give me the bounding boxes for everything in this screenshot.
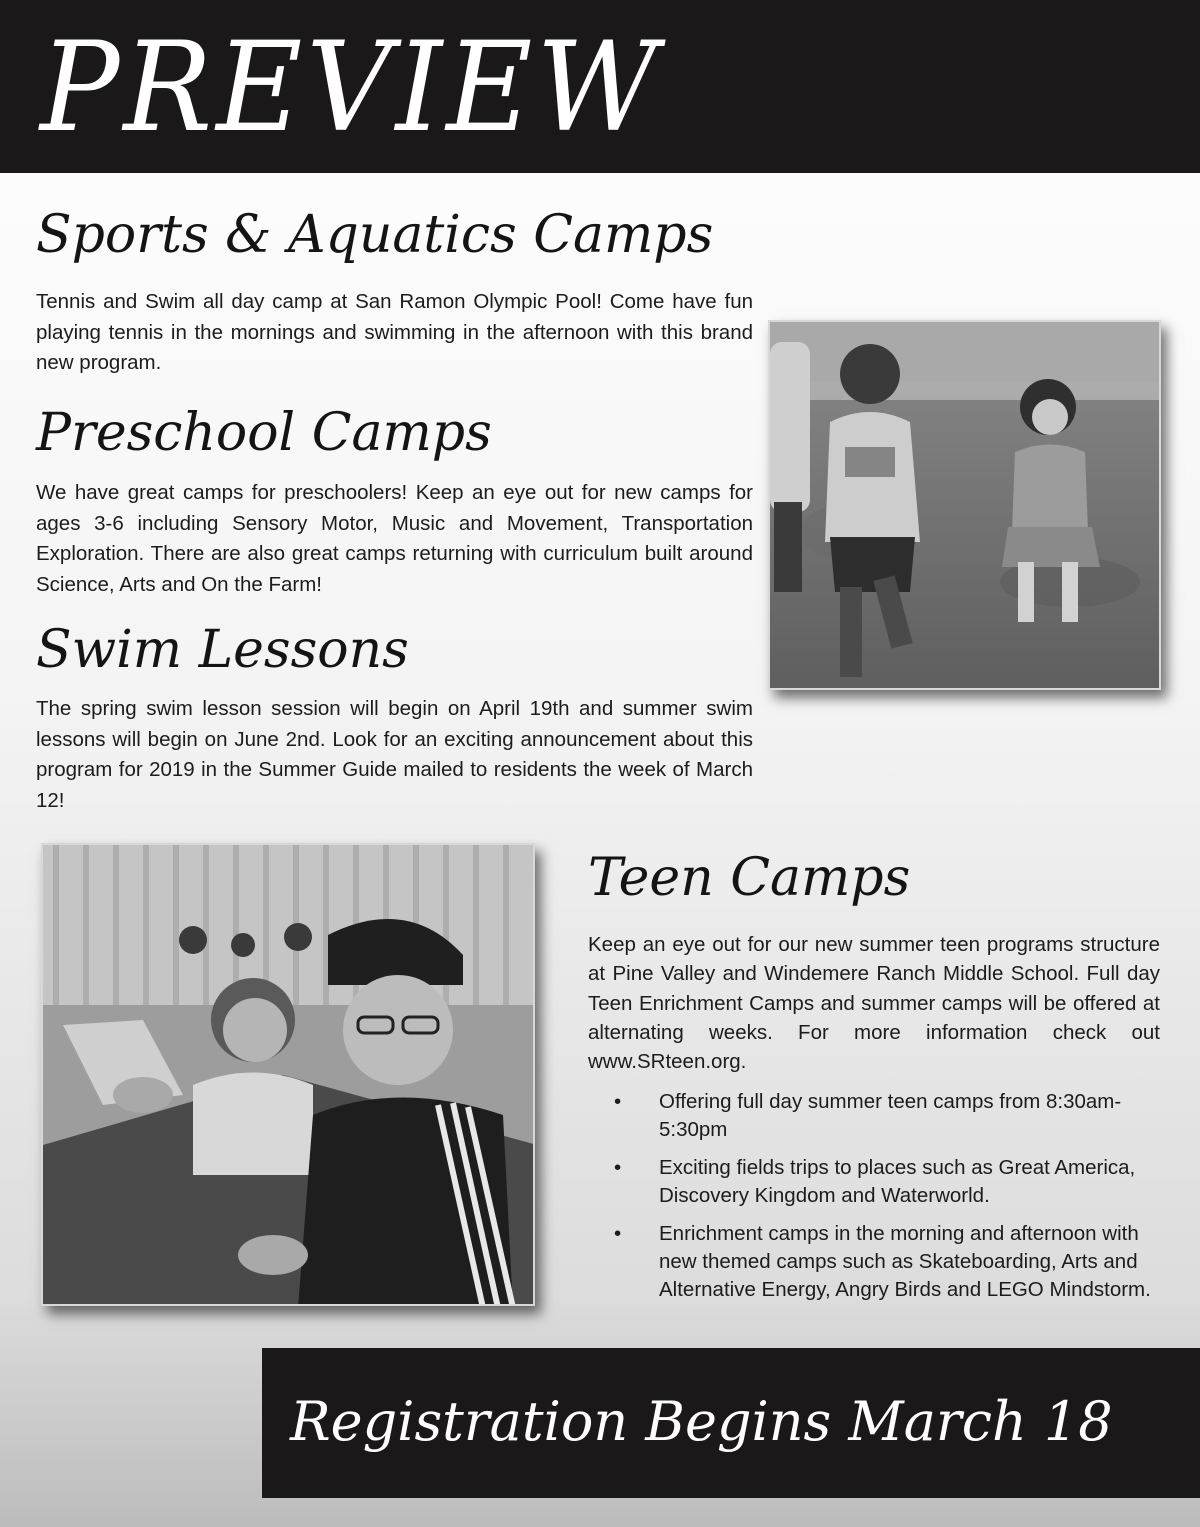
list-item <box>588 1220 1168 1304</box>
bullet-icon: • <box>614 1090 622 1113</box>
bullet-text: Exciting fields trips to places such as Great America, Discovery Kingdom and Waterworld. <box>659 1156 1136 1207</box>
kids-running-photo <box>768 320 1161 690</box>
list-item <box>588 1154 1168 1210</box>
sports-heading: Sports & Aquatics Camps <box>36 205 714 265</box>
teen-heading: Teen Camps <box>588 848 911 908</box>
kids-running-image <box>770 322 1161 690</box>
teen-body: Keep an eye out for our new summer teen programs structure at Pine Valley and Windemere Ranch Middle School. Full day Teen Enrichment Camps and summer camps will be offered at alternating weeks. For more information check out www.SRteen.org. <box>588 933 1160 1074</box>
banner-title: PREVIEW <box>40 14 662 160</box>
swim-heading: Swim Lessons <box>36 620 409 680</box>
bullet-icon: • <box>614 1156 622 1179</box>
swim-body: The spring swim lesson session will begin on April 19th and summer swim lessons will begin on June 2nd. Look for an exciting announcement about this program for 2019 in the Summer Guide mailed to residents the week of March 12! <box>36 697 753 812</box>
bullet-text: Enrichment camps in the morning and afternoon with new themed camps such as Skateboarding, Arts and Alternative Energy, Angry Birds and LEGO Mindstorm. <box>659 1222 1151 1301</box>
list-item <box>588 1088 1168 1144</box>
preschool-heading: Preschool Camps <box>36 403 492 463</box>
bullet-text: Offering full day summer teen camps from 8:30am-5:30pm <box>659 1090 1122 1141</box>
bullet-icon: • <box>614 1222 622 1245</box>
top-banner <box>0 0 1200 173</box>
registration-text: Registration Begins March 18 <box>290 1390 1113 1453</box>
sports-body: Tennis and Swim all day camp at San Ramon Olympic Pool! Come have fun playing tennis in the mornings and swimming in the afternoon with this brand new program. <box>36 290 753 374</box>
teens-image <box>43 845 535 1306</box>
preschool-body: We have great camps for preschoolers! Keep an eye out for new camps for ages 3-6 including Sensory Motor, Music and Movement, Transportation Exploration. There are also great camps returning with curriculum built around Science, Arts and On the Farm! <box>36 481 753 596</box>
teen-bullet-list <box>588 1088 1168 1314</box>
teens-photo <box>41 843 535 1306</box>
